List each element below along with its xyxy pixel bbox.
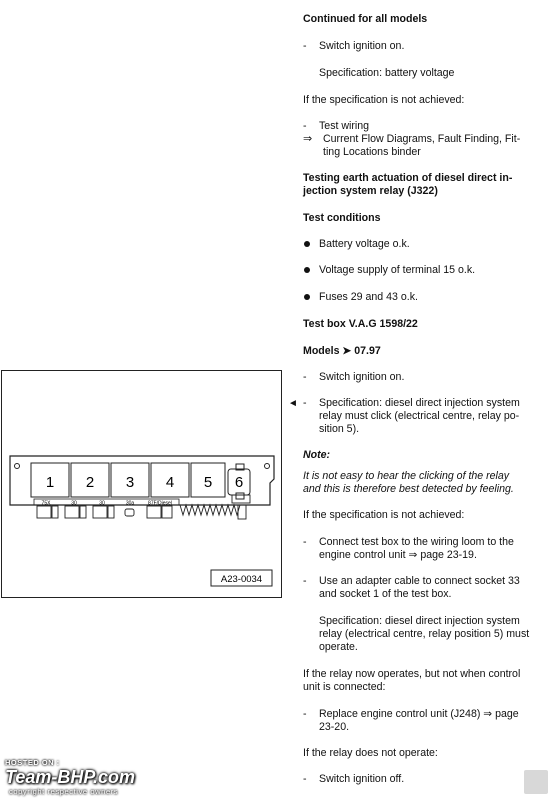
spec-battery-voltage: Specification: battery voltage [319, 67, 455, 79]
spec-relay-click: Specification: diesel direct injection system [319, 397, 520, 409]
step-switch-ignition-on-2: Switch ignition on. [319, 371, 405, 383]
test-conditions-heading: Test conditions [303, 212, 381, 224]
dash-marker: - [303, 708, 307, 720]
dash-marker: - [303, 773, 307, 785]
spec-relay-operate: Specification: diesel direct injection system [319, 615, 520, 627]
if-relay-operates-text: If the relay now operates, but not when control [303, 668, 521, 680]
spec-relay-click-cont2: sition 5). [319, 423, 360, 435]
bullet-icon [304, 294, 310, 300]
relay-number: 3 [125, 474, 135, 491]
condition-item: Fuses 29 and 43 o.k. [319, 291, 418, 303]
dash-marker: - [303, 575, 307, 587]
condition-item: Voltage supply of terminal 15 o.k. [319, 264, 476, 276]
subheading-line1: Testing earth actuation of diesel direct in- [303, 172, 513, 184]
step-connect-test-box-cont[interactable]: engine control unit ⇒ page 23-19. [319, 549, 477, 561]
step-adapter-cable: Use an adapter cable to connect socket 33 [319, 575, 520, 587]
if-relay-not-operate-text: If the relay does not operate: [303, 747, 438, 759]
condition-item: Battery voltage o.k. [319, 238, 410, 250]
note-text: It is not easy to hear the clicking of the relay [303, 470, 510, 482]
terminal-label: 87F/Diesel [148, 500, 172, 507]
terminal-label: 30a [125, 500, 135, 507]
step-replace-ecu[interactable]: Replace engine control unit (J248) ⇒ page [319, 708, 519, 720]
note-label: Note: [303, 449, 331, 461]
spec-relay-click-cont: relay must click (electrical centre, relay po- [319, 410, 520, 422]
reference-link-cont: ting Locations binder [323, 146, 421, 158]
relay-panel-figure [1, 370, 282, 598]
note-text-cont: and this is therefore best detected by feeling. [303, 483, 514, 495]
watermark-hosted-on: HOSTED ON : [5, 758, 60, 767]
step-switch-ignition-on: Switch ignition on. [319, 40, 405, 52]
bullet-icon [304, 241, 310, 247]
relay-number: 5 [203, 474, 213, 491]
test-wiring-text: Test wiring [319, 120, 370, 132]
dash-marker: - [303, 40, 307, 52]
terminal-label: 75X [41, 500, 51, 507]
figure-caption: A23-0034 [220, 574, 263, 585]
figure-pointer-icon: ◄ [288, 398, 298, 409]
step-switch-ignition-off: Switch ignition off. [319, 773, 405, 785]
dash-marker: - [303, 397, 307, 409]
test-box-heading: Test box V.A.G 1598/22 [303, 318, 418, 330]
models-heading: Models ➤ 07.97 [303, 345, 381, 357]
mount-hole-right [265, 464, 270, 469]
terminal-label: 30 [99, 500, 105, 507]
spec-relay-operate-cont2: operate. [319, 641, 358, 653]
relay-number: 4 [165, 474, 175, 491]
watermark [3, 758, 203, 798]
spec-relay-operate-cont: relay (electrical centre, relay position 5) must [319, 628, 530, 640]
step-connect-test-box: Connect test box to the wiring loom to the [319, 536, 514, 548]
step-adapter-cable-cont: and socket 1 of the test box. [319, 588, 452, 600]
relay-panel-drawing [2, 371, 280, 596]
watermark-copyright: copyright respective owners [9, 787, 119, 796]
reference-link: Current Flow Diagrams, Fault Finding, Fit- [323, 133, 521, 145]
bullet-icon [304, 267, 310, 273]
watermark-brand: Team-BHP.com [5, 767, 136, 787]
if-not-achieved-text-2: If the specification is not achieved: [303, 509, 465, 521]
dash-marker: - [303, 120, 307, 132]
section-heading: Continued for all models [303, 13, 428, 25]
relay-6-clip-bottom [236, 493, 244, 499]
reference-arrow-icon: ⇒ [303, 133, 313, 145]
corner-icon [524, 770, 548, 794]
dash-marker: - [303, 536, 307, 548]
step-replace-ecu-cont[interactable]: 23-20. [319, 721, 350, 733]
relay-number: 2 [85, 474, 95, 491]
relay-number: 6 [234, 474, 244, 491]
mount-hole-left [15, 464, 20, 469]
terminal-label: 30 [71, 500, 77, 507]
if-relay-operates-text-cont: unit is connected: [303, 681, 386, 693]
dash-marker: - [303, 371, 307, 383]
relay-number: 1 [45, 474, 55, 491]
subheading-line2: jection system relay (J322) [303, 185, 438, 197]
if-not-achieved-text: If the specification is not achieved: [303, 94, 465, 106]
